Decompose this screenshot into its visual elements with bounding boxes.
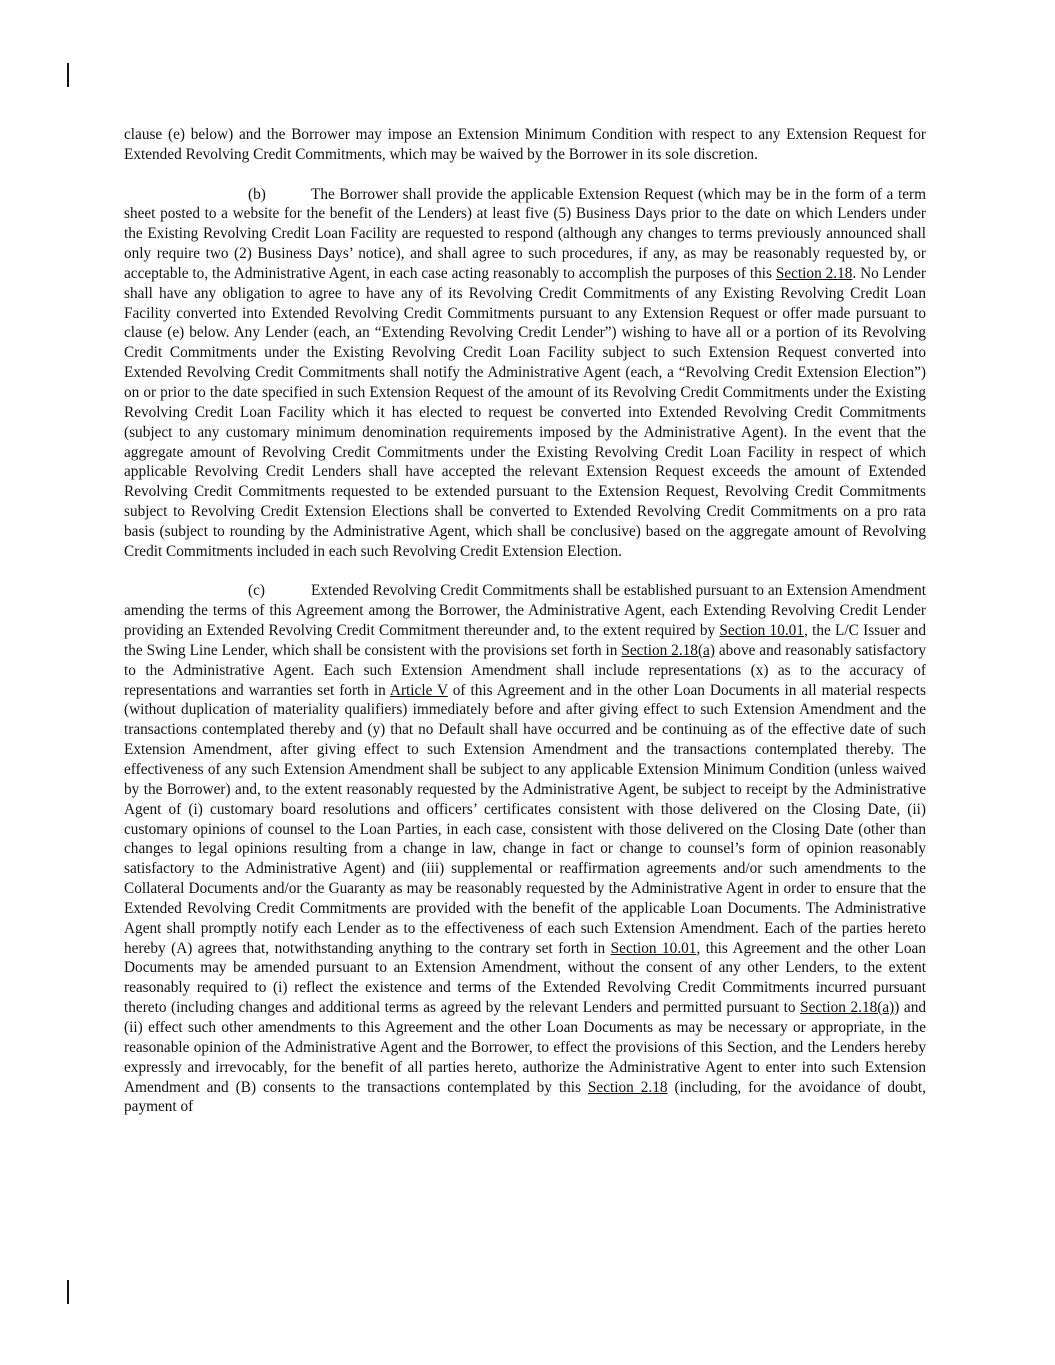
paragraph-b-label: (b) bbox=[248, 185, 266, 203]
paragraph-a-continuation bbox=[124, 125, 926, 165]
paragraph-b-text-2: . No Lender shall have any obligation to agree to have any of its Revolving Credit Commitments of any Existing Revolving Credit Loan Facility converted into Extended Revolving Credit Commitments pursuant to any Extension Request or offer made pursuant to clause (e) below. Any Lender (each, an “Extending Revolving Credit Lender”) wishing to have all or a portion of its Revolving Credit Commitments under the Existing Revolving Credit Loan Facility subject to such Extension Request converted into Extended Revolving Credit Commitments shall notify the Administrative Agent (each, a “Revolving Credit Extension Election”) on or prior to the date specified in such Extension Request of the amount of its Revolving Credit Commitments under the Existing Revolving Credit Loan Facility which it has elected to request be converted into Extended Revolving Credit Commitments (subject to any customary minimum denomination requirements imposed by the Administrative Agent). In the event that the aggregate amount of Revolving Credit Commitments under the Existing Revolving Credit Loan Facility in respect of which applicable Revolving Credit Lenders shall have accepted the relevant Extension Request exceeds the amount of Extended Revolving Credit Commitments requested to be extended pursuant to the Extension Request, Revolving Credit Commitments subject to Revolving Credit Extension Elections shall be converted to Extended Revolving Credit Commitments on a pro rata basis (subject to rounding by the Administrative Agent, which shall be conclusive) based on the aggregate amount of Revolving Credit Commitments included in each such Revolving Credit Extension Election. bbox=[124, 264, 926, 560]
paragraph-c-text-3: above and reasonably satisfactory to the Administrative Agent. Each such Extension Amendment shall include representations (x) as to the accuracy of representations and warranties set forth in bbox=[124, 641, 926, 699]
paragraph-c bbox=[124, 581, 926, 1117]
section-reference: Section 10.01 bbox=[610, 939, 697, 957]
section-reference: Section 2.18(a) bbox=[621, 641, 715, 659]
paragraph-c-text-6: ) and (ii) effect such other amendments to this Agreement and the other Loan Documents as may be necessary or appropriate, in the reasonable opinion of the Administrative Agent and the Borrower, to effect the provisions of this Section, and the Lenders hereby expressly and irrevocably, for the benefit of all parties hereto, authorize the Administrative Agent to enter into such Extension Amendment and (B) consents to the transactions contemplated by this bbox=[124, 999, 926, 1096]
paragraph-c-text-2: , the L/C Issuer and the Swing Line Lender, which shall be consistent with the provisions set forth in bbox=[124, 622, 926, 659]
paragraph-a-text: clause (e) below) and the Borrower may impose an Extension Minimum Condition with respect to any Extension Request for Extended Revolving Credit Commitments, which may be waived by the Borrower in its sole discretion. bbox=[124, 126, 926, 163]
paragraph-c-text-1: Extended Revolving Credit Commitments shall be established pursuant to an Extension Amendment amending the terms of this Agreement among the Borrower, the Administrative Agent, each Extending Revolving Credit Lender providing an Extended Revolving Credit Commitment thereunder and, to the extent required by bbox=[124, 582, 926, 640]
document-page bbox=[124, 125, 926, 1137]
section-reference: Section 2.18 bbox=[587, 1078, 668, 1096]
paragraph-c-text-4: of this Agreement and in the other Loan Documents in all material respects (without duplication of materiality qualifiers) immediately before and after giving effect to such Extension Amendment and the transactions contemplated thereby and (y) that no Default shall have occurred and be continuing as of the effective date of such Extension Amendment, after giving effect to such Extension Amendment and the transactions contemplated thereby. The effectiveness of any such Extension Amendment shall be subject to any applicable Extension Minimum Condition (unless waived by the Borrower) and, to the extent reasonably requested by the Administrative Agent, be subject to receipt by the Administrative Agent of (i) customary board resolutions and officers’ certificates consistent with those delivered on the Closing Date, (ii) customary opinions of counsel to the Loan Parties, in each case, consistent with those delivered on the Closing Date (other than changes to legal opinions resulting from a change in law, change in fact or change to counsel’s form of opinion reasonably satisfactory to the Administrative Agent) and (iii) supplemental or reaffirmation agreements and/or such amendments to the Collateral Documents and/or the Guaranty as may be reasonably requested by the Administrative Agent in order to ensure that the Extended Revolving Credit Commitments are provided with the benefit of the applicable Loan Documents. The Administrative Agent shall promptly notify each Lender as to the effectiveness of each such Extension Amendment. Each of the parties hereto hereby (A) agrees that, notwithstanding anything to the contrary set forth in bbox=[124, 681, 926, 957]
section-reference: Section 2.18(a) bbox=[800, 999, 895, 1017]
paragraph-c-text-7: (including, for the avoidance of doubt, payment of bbox=[124, 1078, 926, 1116]
margin-mark-top bbox=[67, 63, 69, 87]
margin-mark-bottom bbox=[67, 1280, 69, 1304]
section-reference: Section 10.01 bbox=[719, 622, 804, 640]
section-reference: Section 2.18 bbox=[775, 264, 853, 282]
paragraph-b bbox=[124, 185, 926, 562]
paragraph-c-label: (c) bbox=[248, 582, 265, 600]
paragraph-c-text-5: , this Agreement and the other Loan Documents may be amended pursuant to an Extension Amendment, without the consent of any other Lenders, to the extent reasonably required to (i) reflect the existence and terms of the Extended Revolving Credit Commitments incurred pursuant thereto (including changes and additional terms as agreed by the relevant Lenders and permitted pursuant to bbox=[124, 939, 926, 1017]
article-reference: Article V bbox=[389, 681, 448, 699]
paragraph-b-text-1: The Borrower shall provide the applicable Extension Request (which may be in the form of a term sheet posted to a website for the benefit of the Lenders) at least five (5) Business Days prior to the date on which Lenders under the Existing Revolving Credit Loan Facility are requested to respond (although any changes to terms previously announced shall only require two (2) Business Days’ notice), and shall agree to such procedures, if any, as may be reasonably requested by, or acceptable to, the Administrative Agent, in each case acting reasonably to accomplish the purposes of this bbox=[124, 185, 926, 282]
